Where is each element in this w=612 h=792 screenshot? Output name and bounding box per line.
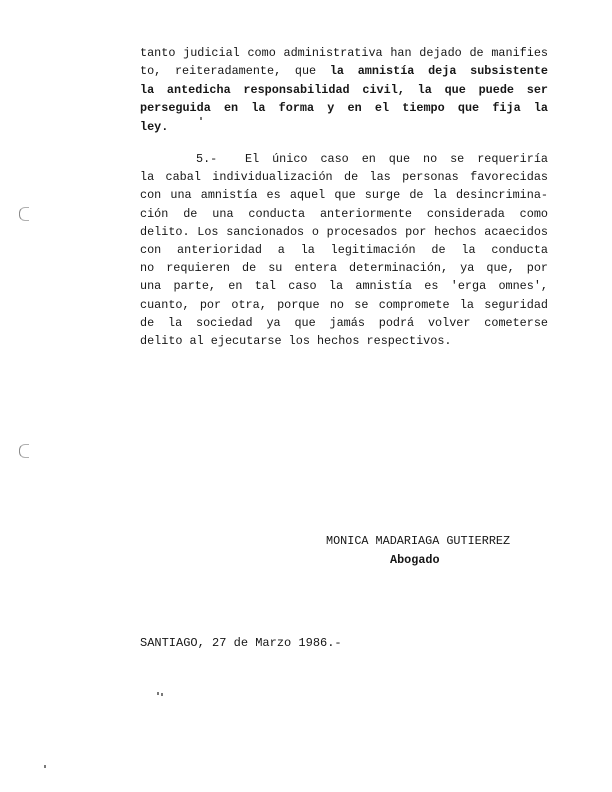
text-line-content: delito al ejecutarse los hechos respectivos.: [140, 334, 452, 349]
scan-speck: [157, 692, 159, 695]
text-line-content: delito. Los sancionados o procesados por hechos acaecidos: [140, 224, 548, 239]
text-line: [140, 99, 548, 117]
emphasized-text: ley.: [140, 119, 169, 134]
text-line-content: cuanto, por otra, porque no se compromete la seguridad: [140, 297, 548, 312]
scan-speck: [161, 693, 163, 696]
text-line-content: to, reiteradamente, que: [140, 64, 330, 79]
text-line: [140, 205, 548, 223]
text-line-content: una parte, en tal caso la amnistía es 'erga omnes',: [140, 279, 548, 294]
text-line: [140, 62, 548, 80]
text-line: [140, 168, 548, 186]
text-line: [140, 332, 548, 350]
signature-block: [326, 532, 510, 569]
text-line: [140, 259, 548, 277]
text-line-content: no requieren de su entera determinación, ya que, por: [140, 261, 548, 276]
text-line: [140, 150, 548, 168]
place-and-date: SANTIAGO, 27 de Marzo 1986.-: [140, 636, 342, 650]
text-line-content: tanto judicial como administrativa han dejado de manifies: [140, 46, 548, 60]
text-line-content: con anterioridad a la legitimación de la conducta: [140, 243, 548, 258]
paragraph-continuation: [140, 44, 548, 136]
signatory-title: Abogado: [390, 552, 440, 567]
text-line: [140, 296, 548, 314]
text-line: [140, 314, 548, 332]
emphasized-text: la amnistía deja subsistente: [329, 64, 548, 79]
text-line: [140, 223, 548, 241]
text-line: [140, 186, 548, 204]
text-line-content: El único caso en que no se requeriría: [245, 152, 548, 166]
hole-punch-mark: [19, 207, 29, 221]
paragraph-5: [140, 150, 548, 350]
signatory-name: MONICA MADARIAGA GUTIERREZ: [326, 534, 511, 548]
text-line-content: la cabal individualización de las personas favorecidas: [140, 170, 548, 185]
text-line-content: ción de una conducta anteriormente considerada como: [140, 206, 548, 221]
text-line: [140, 241, 548, 259]
scan-speck: [44, 765, 46, 768]
text-line: [140, 44, 548, 62]
hole-punch-mark: [19, 444, 29, 458]
text-line: [140, 277, 548, 295]
emphasized-text: la antedicha responsabilidad civil, la que puede ser: [140, 82, 548, 97]
paragraph-number: 5.-: [196, 152, 218, 166]
text-line: [140, 118, 548, 136]
text-line-content: de la sociedad ya que jamás podrá volver cometerse: [140, 315, 548, 330]
emphasized-text: perseguida en la forma y en el tiempo que fija la: [140, 101, 548, 116]
text-line-content: con una amnistía es aquel que surge de la desincrimina-: [140, 188, 548, 203]
text-line: [140, 81, 548, 99]
